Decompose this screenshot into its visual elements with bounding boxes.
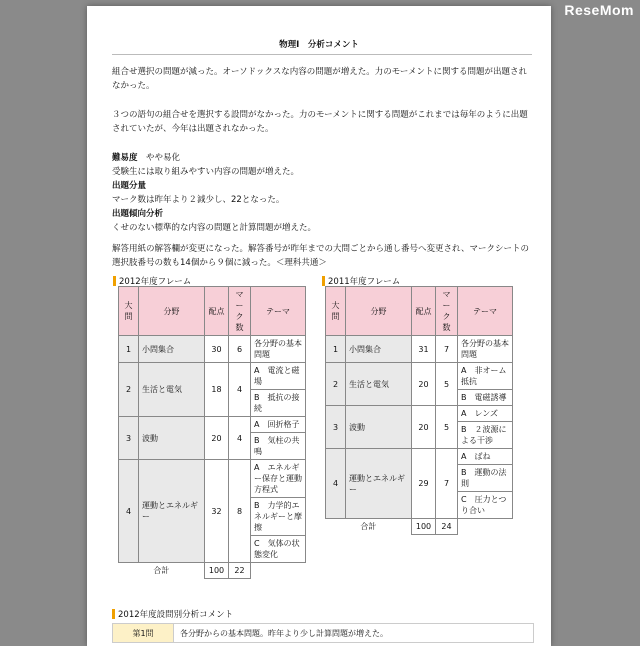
total-row (326, 519, 513, 535)
caption-bar (322, 276, 325, 286)
header-cell: 分野 (139, 287, 205, 336)
total-points: 100 (205, 563, 229, 579)
theme-cell: A レンズ (458, 406, 513, 422)
header-cell: 大問 (119, 287, 139, 336)
points-cell: 30 (205, 336, 229, 363)
theme-cell: B 力学的エネルギーと摩擦 (251, 498, 306, 536)
header-cell: 配点 (205, 287, 229, 336)
table-row (326, 363, 513, 390)
page-title: 物理Ⅰ 分析コメント (279, 40, 359, 50)
header-cell: 配点 (412, 287, 436, 336)
marks-cell: 8 (229, 460, 251, 563)
header-cell: テーマ (251, 287, 306, 336)
total-marks: 24 (436, 519, 458, 535)
caption-text: 2011年度フレーム (328, 277, 401, 287)
total-empty (251, 563, 306, 579)
theme-cell: A 電流と磁場 (251, 363, 306, 390)
points-cell: 32 (205, 460, 229, 563)
theme-cell: B 抵抗の接続 (251, 390, 306, 417)
theme-cell: A 回折格子 (251, 417, 306, 433)
field-cell: 生活と電気 (139, 363, 205, 417)
table-header-row (119, 287, 306, 336)
table-header-row (326, 287, 513, 336)
paragraph-1: 組合せ選択の問題が減った。オーソドックスな内容の問題が増えた。力のモーメントに関する問題が出題されなかった。 (112, 67, 527, 91)
answer-sheet-note: 解答用紙の解答欄が変更になった。解答番号が昨年までの大問ごとから通し番号へ変更され、マークシートの選択肢番号の数も14個から９個に減った。＜理科共通＞ (112, 244, 530, 268)
points-cell: 31 (412, 336, 436, 363)
row-number-cell: 1 (119, 336, 139, 363)
row-number-cell: 1 (326, 336, 346, 363)
amount-text: マーク数は昨年より２減少し、22となった。 (112, 195, 285, 205)
table-row (119, 336, 306, 363)
comment-text: 各分野からの基本問題。昨年より少し計算問題が増えた。 (180, 628, 388, 638)
row-number-cell: 3 (119, 417, 139, 460)
field-cell: 波動 (139, 417, 205, 460)
marks-cell: 4 (229, 417, 251, 460)
comment-row-1 (112, 623, 534, 643)
difficulty-value: やや易化 (146, 153, 181, 163)
table-row (119, 417, 306, 433)
field-cell: 運動とエネルギー (346, 449, 412, 519)
total-row (119, 563, 306, 579)
table-row (326, 449, 513, 465)
marks-cell: 7 (436, 336, 458, 363)
theme-cell: 各分野の基本問題 (251, 336, 306, 363)
header-cell: テーマ (458, 287, 513, 336)
row-number-cell: 2 (119, 363, 139, 417)
field-cell: 小問集合 (346, 336, 412, 363)
table-row (326, 336, 513, 363)
table-2012 (118, 286, 306, 579)
points-cell: 18 (205, 363, 229, 417)
caption-bar (113, 276, 116, 286)
comments-caption (112, 608, 233, 620)
row-number-cell: 2 (326, 363, 346, 406)
theme-cell: A ばね (458, 449, 513, 465)
field-cell: 生活と電気 (346, 363, 412, 406)
marks-cell: 7 (436, 449, 458, 519)
title-divider (112, 54, 532, 55)
row-number-cell: 3 (326, 406, 346, 449)
caption-text: 2012年度設問別分析コメント (118, 610, 234, 620)
marks-cell: 5 (436, 406, 458, 449)
theme-cell: C 気体の状態変化 (251, 536, 306, 563)
trend-text: くせのない標準的な内容の問題と計算問題が増えた。 (112, 223, 317, 233)
total-label: 合計 (153, 566, 170, 576)
total-points: 100 (412, 519, 436, 535)
total-marks: 22 (229, 563, 251, 579)
difficulty-section (112, 151, 532, 235)
difficulty-text: 受験生には取り組みやすい内容の問題が増えた。 (112, 167, 300, 177)
row-number-cell: 4 (326, 449, 346, 519)
field-cell: 小問集合 (139, 336, 205, 363)
points-cell: 20 (205, 417, 229, 460)
header-cell: 大問 (326, 287, 346, 336)
comment-label: 第1問 (113, 624, 174, 642)
caption-text: 2012年度フレーム (119, 277, 192, 287)
marks-cell: 6 (229, 336, 251, 363)
site-logo: ReseMom (564, 2, 634, 18)
header-cell: マーク数 (229, 287, 251, 336)
points-cell: 29 (412, 449, 436, 519)
header-cell: 分野 (346, 287, 412, 336)
paragraph-2: ３つの語句の組合せを選択する設問がなかった。力のモーメントに関する問題がこれまでは毎年のように出題されていたが、今年は出題されなかった。 (112, 110, 528, 134)
points-cell: 20 (412, 406, 436, 449)
amount-label: 出題分量 (112, 181, 147, 191)
theme-cell: B 気柱の共鳴 (251, 433, 306, 460)
caption-bar (112, 609, 115, 619)
field-cell: 運動とエネルギー (139, 460, 205, 563)
theme-cell: B 電磁誘導 (458, 390, 513, 406)
table-row (119, 363, 306, 390)
difficulty-label: 難易度 (112, 153, 138, 163)
table-row (326, 406, 513, 422)
theme-cell: A エネルギー保存と運動方程式 (251, 460, 306, 498)
document-page (87, 6, 551, 646)
theme-cell: B ２波源による干渉 (458, 422, 513, 449)
header-cell: マーク数 (436, 287, 458, 336)
marks-cell: 4 (229, 363, 251, 417)
total-empty (458, 519, 513, 535)
row-number-cell: 4 (119, 460, 139, 563)
points-cell: 20 (412, 363, 436, 406)
theme-cell: B 運動の法則 (458, 465, 513, 492)
field-cell: 波動 (346, 406, 412, 449)
theme-cell: A 非オーム抵抗 (458, 363, 513, 390)
table-row (119, 460, 306, 498)
table-2011 (325, 286, 513, 535)
trend-label: 出題傾向分析 (112, 209, 164, 219)
marks-cell: 5 (436, 363, 458, 406)
theme-cell: C 圧力とつり合い (458, 492, 513, 519)
theme-cell: 各分野の基本問題 (458, 336, 513, 363)
total-label: 合計 (360, 522, 377, 532)
